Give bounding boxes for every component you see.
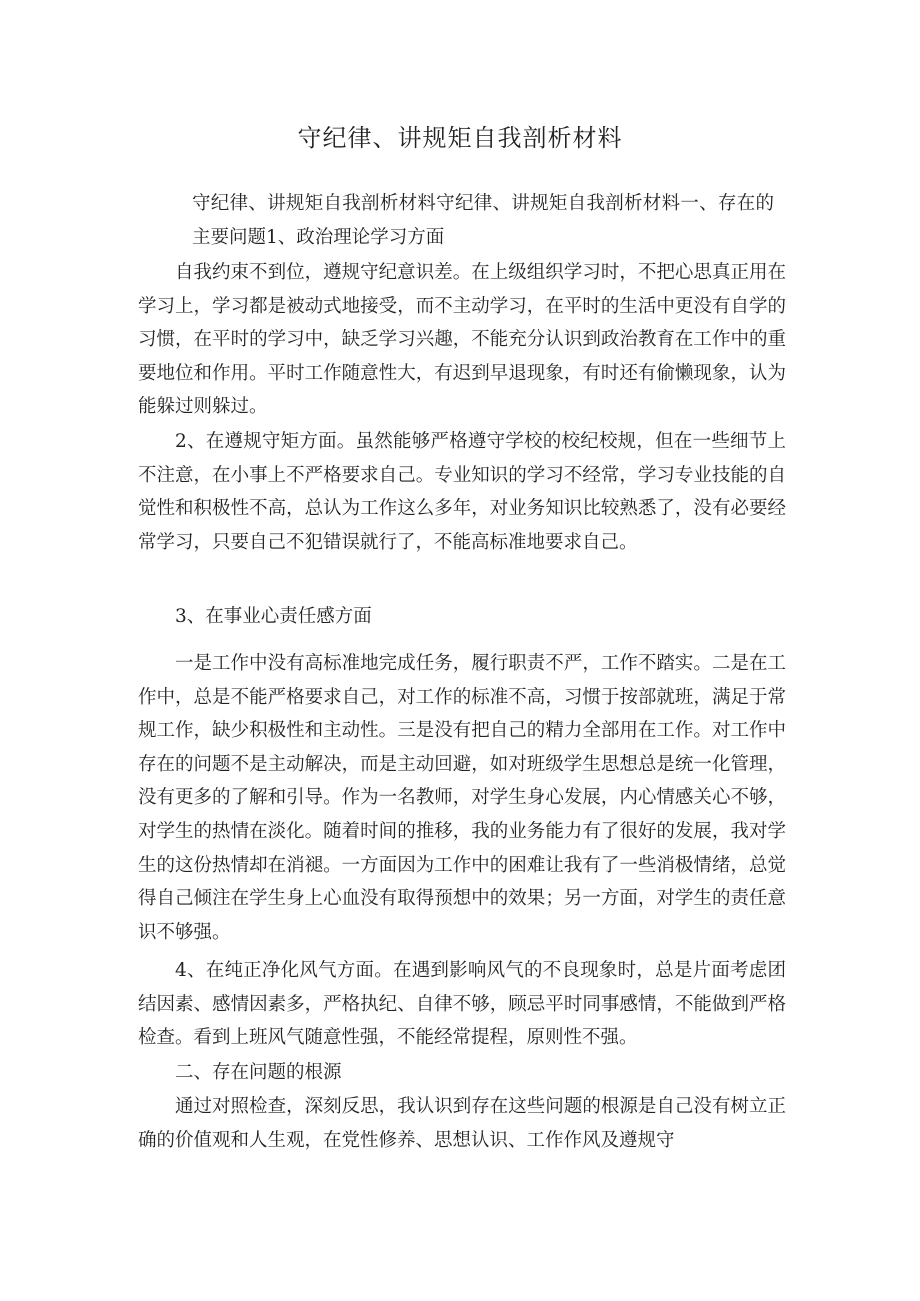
intro-paragraph bbox=[174, 187, 774, 254]
paragraph-1: 自我约束不到位，遵规守纪意识差。在上级组织学习时，不把心思真正用在学习上，学习都是被动式地接受，而不主动学习，在平时的生活中更没有自学的习惯，在平时的学习中，缺乏学习兴趣，不能充分认识到政治教育在工作中的重要地位和作用。平时工作随意性大，有迟到早退现象，有时还有偷懒现象，认为能躲过则躲过。 bbox=[138, 262, 786, 418]
section-5 bbox=[138, 1090, 786, 1157]
heading-3: 3、在事业心责任感方面 bbox=[175, 606, 372, 627]
section-2 bbox=[138, 425, 786, 559]
paragraph-2: 2、在遵规守矩方面。虽然能够严格遵守学校的校纪校规，但在一些细节上不注意，在小事上不严格要求自己。专业知识的学习不经常，学习专业技能的自觉性和积极性不高，总认为工作这么多年，对业务知识比较熟悉了，没有必要经常学习，只要自己不犯错误就行了，不能高标准地要求自己。 bbox=[138, 431, 786, 553]
root-cause-heading bbox=[138, 1056, 786, 1090]
paragraph-5: 通过对照检查，深刻反思，我认识到存在这些问题的根源是自己没有树立正确的价值观和人生观，在党性修养、思想认识、工作作风及遵规守 bbox=[138, 1096, 786, 1151]
paragraph-3: 一是工作中没有高标准地完成任务，履行职责不严，工作不踏实。二是在工作中，总是不能严格要求自己，对工作的标准不高，习惯于按部就班，满足于常规工作，缺少积极性和主动性。三是没有把自己的精力全部用在工作。对工作中存在的问题不是主动解决，而是主动回避，如对班级学生思想总是统一化管理，没有更多的了解和引导。作为一名教师，对学生身心发展，内心情感关心不够，对学生的热情在淡化。随着时间的推移，我的业务能力有了很好的发展，我对学生的这份热情却在消褪。一方面因为工作中的困难让我有了一些消极情绪，总觉得自己倾注在学生身上心血没有取得预想中的效果；另一方面，对学生的责任意识不够强。 bbox=[138, 653, 786, 943]
section-4 bbox=[138, 954, 786, 1055]
heading-root: 二、存在问题的根源 bbox=[175, 1062, 342, 1083]
section-1 bbox=[138, 256, 786, 424]
document-title: 守纪律、讲规矩自我剖析材料 bbox=[297, 124, 623, 152]
paragraph-4: 4、在纯正净化风气方面。在遇到影响风气的不良现象时，总是片面考虑团结因素、感情因素多，严格执纪、自律不够，顾忌平时同事感情，不能做到严格检查。看到上班风气随意性强，不能经常提程，原则性不强。 bbox=[138, 960, 786, 1049]
section-3-heading bbox=[138, 600, 786, 634]
intro-text: 守纪律、讲规矩自我剖析材料守纪律、讲规矩自我剖析材料一、存在的主要问题1、政治理论学习方面 bbox=[192, 193, 774, 248]
section-3 bbox=[138, 647, 786, 949]
